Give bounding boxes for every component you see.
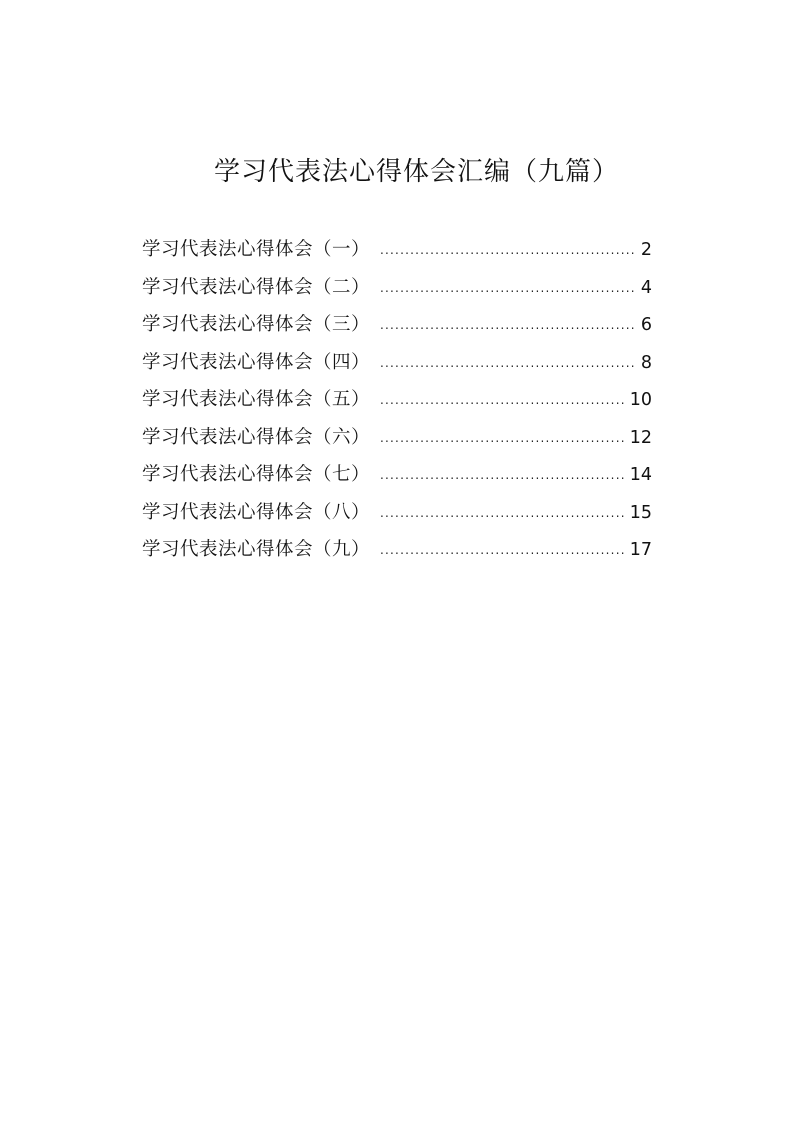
toc-entry-label: 学习代表法心得体会（三） (142, 314, 371, 335)
toc-page-number: 17 (629, 540, 652, 560)
page-title: 学习代表法心得体会汇编（九篇） (213, 157, 619, 187)
toc-page-number: 10 (629, 390, 652, 410)
toc-entry-label: 学习代表法心得体会（八） (142, 501, 371, 523)
toc-dot-leader (380, 532, 626, 570)
toc-entry-label: 学习代表法心得体会（四） (142, 351, 371, 373)
toc-entry-5[interactable] (142, 381, 652, 419)
toc-entry-label: 学习代表法心得体会（一） (142, 239, 371, 260)
toc-entry-9[interactable] (142, 531, 652, 569)
toc-entry-4[interactable] (142, 344, 652, 382)
toc-entry-2[interactable] (142, 269, 652, 307)
toc-entry-6[interactable] (142, 419, 652, 457)
toc-page-number: 8 (640, 352, 652, 373)
toc-dot-leader (380, 232, 637, 270)
toc-entry-7[interactable] (142, 456, 652, 494)
toc-entry-label: 学习代表法心得体会（七） (142, 464, 371, 485)
toc-entry-label: 学习代表法心得体会（九） (142, 539, 371, 560)
toc-entry-label: 学习代表法心得体会（二） (142, 276, 371, 298)
toc-entry-label: 学习代表法心得体会（五） (142, 389, 371, 410)
toc-dot-leader (380, 345, 637, 383)
toc-page-number: 15 (629, 502, 652, 523)
toc-dot-leader (380, 457, 626, 495)
toc-page-number: 2 (640, 240, 652, 260)
toc-entry-1[interactable] (142, 231, 652, 269)
toc-dot-leader (380, 420, 626, 458)
toc-dot-leader (380, 307, 637, 345)
toc-page-number: 6 (640, 315, 652, 335)
toc-page-number: 12 (629, 427, 652, 448)
toc-entry-label: 学习代表法心得体会（六） (142, 426, 371, 448)
toc-entry-3[interactable] (142, 306, 652, 344)
toc-entry-8[interactable] (142, 494, 652, 532)
toc-dot-leader (380, 270, 637, 308)
toc-dot-leader (380, 495, 626, 533)
toc-page-number: 4 (640, 277, 652, 298)
table-of-contents (142, 231, 652, 569)
toc-page-number: 14 (629, 465, 652, 485)
toc-dot-leader (380, 382, 626, 420)
